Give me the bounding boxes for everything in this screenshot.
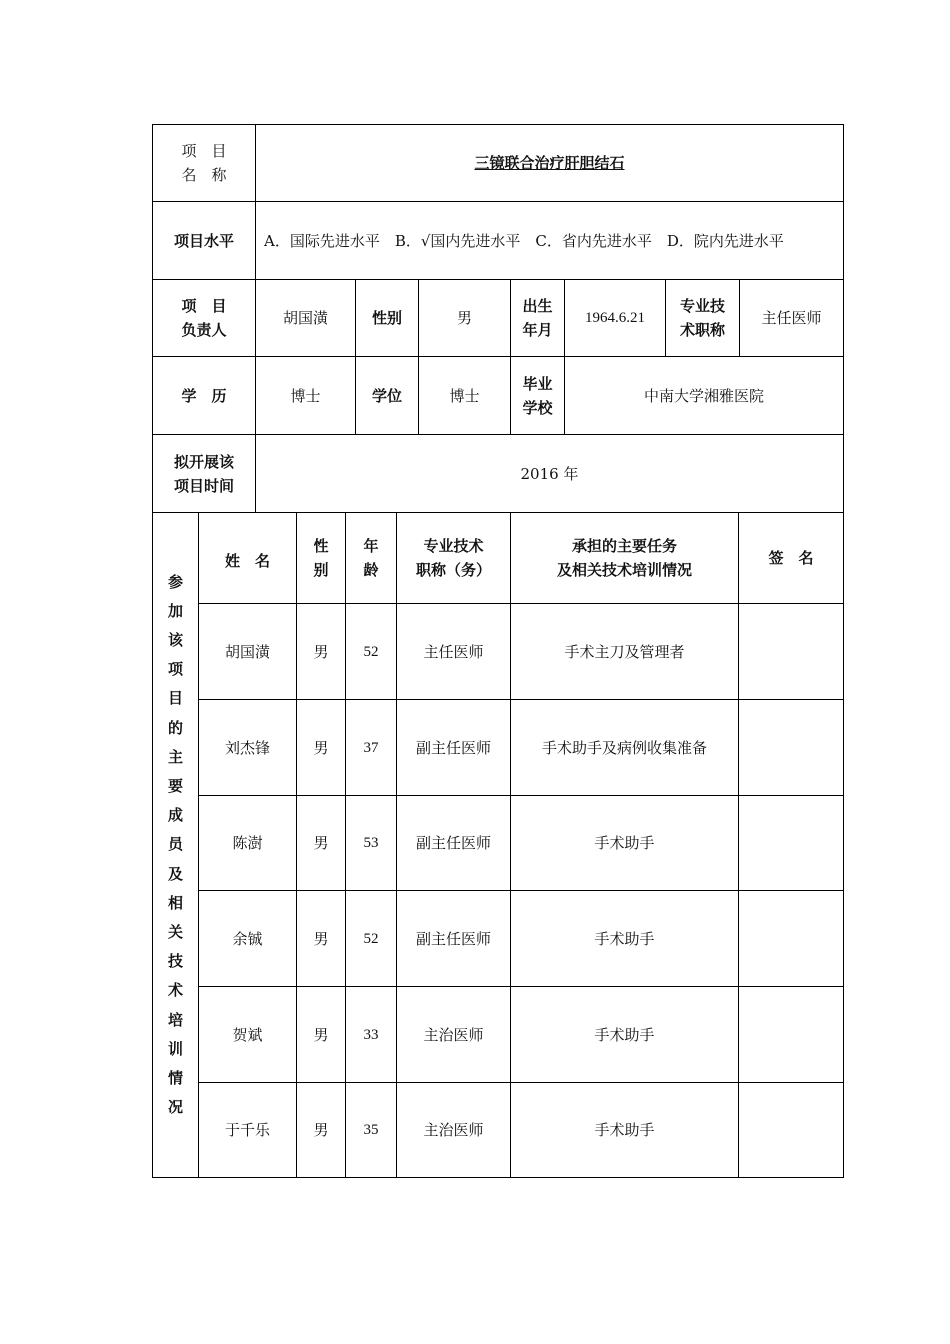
side-label-char: 要	[167, 776, 183, 795]
birth-value: 1964.6.21	[585, 310, 645, 326]
member-age: 37	[363, 739, 379, 756]
side-label-char: 情	[167, 1069, 183, 1088]
table-border-bottom	[152, 1177, 844, 1178]
member-name: 贺斌	[232, 1025, 263, 1044]
member-signature	[739, 700, 843, 795]
member-age: 33	[363, 1026, 379, 1043]
side-label-char: 训	[167, 1039, 183, 1058]
side-label-char: 培	[167, 1010, 183, 1029]
member-signature	[739, 1083, 843, 1177]
member-name: 陈澍	[232, 834, 263, 852]
side-label-char: 员	[167, 835, 183, 854]
project-level-label: 项目水平	[173, 231, 234, 250]
side-label-char: 该	[167, 630, 183, 649]
side-label-char: 及	[167, 864, 183, 883]
member-signature	[739, 987, 843, 1082]
side-label-char: 的	[167, 718, 183, 737]
member-gender: 男	[313, 929, 329, 948]
members-side-label	[153, 513, 198, 1177]
member-professional-title: 副主任医师	[415, 834, 491, 852]
member-signature	[739, 604, 843, 699]
member-name: 刘杰锋	[224, 738, 270, 757]
side-label-char: 目	[167, 689, 183, 708]
member-age: 35	[363, 1122, 379, 1138]
project-name-value: 三镜联合治疗肝胆结石	[474, 154, 625, 172]
side-label-char: 相	[167, 893, 183, 912]
education-value: 博士	[290, 386, 321, 405]
member-name: 于千乐	[224, 1121, 270, 1139]
member-gender: 男	[313, 834, 329, 852]
side-label-char: 参	[167, 572, 183, 591]
school-value: 中南大学湘雅医院	[643, 386, 764, 405]
side-label-char: 主	[167, 747, 183, 766]
member-task: 手术助手	[594, 1121, 655, 1139]
leader-name: 胡国潢	[282, 309, 328, 327]
planned-time-value: 2016 年	[520, 464, 579, 483]
project-level-options: A．国际先进水平 B．√国内先进水平 C．省内先进水平 D．院内先进水平	[264, 231, 784, 250]
member-name: 余铖	[232, 929, 263, 948]
member-signature	[739, 796, 843, 890]
member-gender: 男	[313, 1121, 329, 1139]
leader-gender: 男	[456, 309, 472, 327]
member-professional-title: 副主任医师	[415, 738, 491, 757]
side-label-char: 成	[167, 806, 183, 825]
member-professional-title: 主治医师	[423, 1121, 484, 1139]
table-border-right	[843, 124, 844, 1178]
member-gender: 男	[313, 738, 329, 757]
member-task: 手术助手	[594, 1025, 655, 1044]
side-label-char: 加	[167, 601, 183, 620]
member-age: 53	[363, 835, 379, 851]
gender-label: 性别	[371, 309, 402, 327]
project-name-label: 项 目 名 称	[181, 142, 227, 184]
planned-time-label: 拟开展该 项目时间	[173, 452, 234, 495]
header-gender: 性 别	[313, 537, 329, 579]
header-professional-title: 专业技术 职称（务）	[415, 537, 491, 579]
side-label-char: 关	[167, 923, 183, 941]
side-label-char: 术	[167, 981, 183, 1000]
degree-label: 学位	[371, 386, 402, 405]
member-gender: 男	[313, 1025, 329, 1044]
member-professional-title: 主治医师	[423, 1025, 484, 1044]
side-label-char: 技	[167, 952, 183, 971]
header-age: 年 龄	[363, 537, 379, 579]
member-age: 52	[363, 930, 379, 947]
member-task: 手术助手	[594, 834, 655, 852]
member-gender: 男	[313, 642, 329, 661]
member-task: 手术助手及病例收集准备	[541, 738, 707, 757]
education-label: 学 历	[181, 386, 227, 405]
header-name: 姓 名	[224, 552, 270, 570]
birth-label: 出生 年月	[522, 297, 553, 339]
member-professional-title: 副主任医师	[415, 929, 491, 948]
member-age: 52	[363, 643, 379, 660]
leader-title: 主任医师	[761, 309, 822, 327]
header-signature: 签 名	[768, 549, 814, 567]
side-label-char: 项	[167, 660, 183, 679]
header-task: 承担的主要任务 及相关技术培训情况	[556, 537, 692, 579]
side-label-char: 况	[167, 1098, 183, 1117]
member-name: 胡国潢	[224, 642, 270, 661]
member-task: 手术助手	[594, 929, 655, 948]
member-signature	[739, 891, 843, 986]
member-professional-title: 主任医师	[423, 642, 484, 661]
degree-value: 博士	[449, 386, 480, 405]
professional-title-label: 专业技 术职称	[679, 297, 725, 339]
member-task: 手术主刀及管理者	[564, 642, 685, 661]
project-leader-label: 项 目 负责人	[181, 297, 227, 339]
school-label: 毕业 学校	[522, 374, 553, 417]
